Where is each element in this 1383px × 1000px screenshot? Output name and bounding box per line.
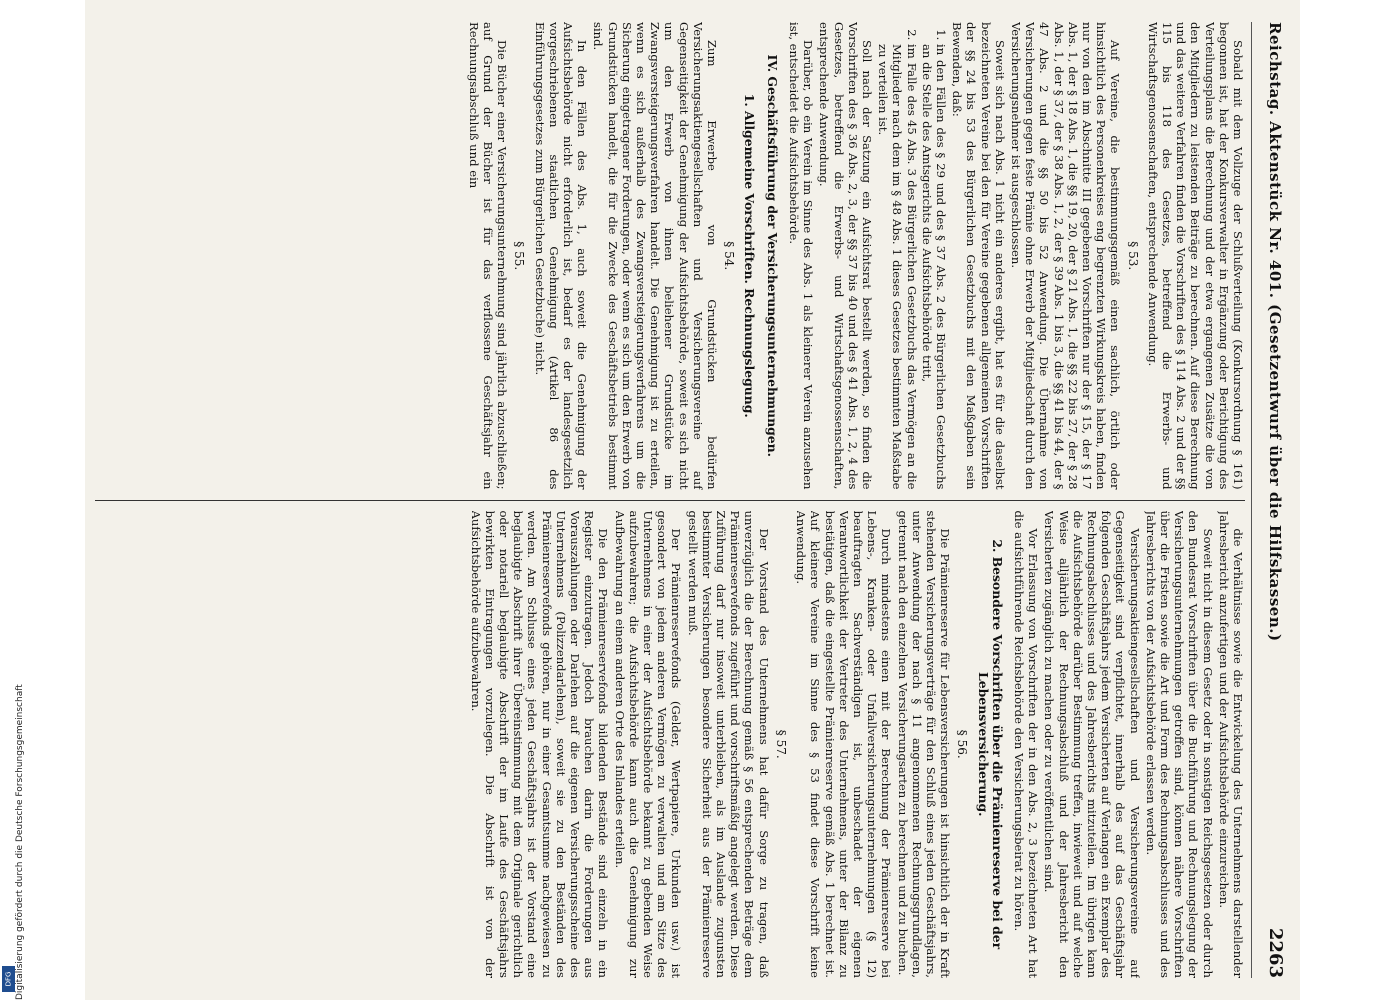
dfg-logo bbox=[2, 966, 15, 992]
paragraph: Der Vorstand des Unternehmens hat dafür Sorge zu tragen, daß unverzüglich die der Berechnung gemäß § 56 entsprechenden Beträge dem Prämienreservefonds zugeführt und vorschriftsmäßig angelegt werden. Diese Zuführung darf nur insoweit unterbleiben, als im Auslande zugunsten bestimmter Versicherungen besondere Sicherheit aus der Prämienreserve gestellt werden muß. bbox=[685, 510, 771, 978]
page-header bbox=[1251, 22, 1286, 978]
section-heading: IV. Geschäftsführung der Versicherungsunternehmungen. bbox=[764, 54, 780, 457]
section-number: § 53. bbox=[1125, 241, 1140, 271]
paragraph: Auf Vereine, die bestimmungsgemäß einen sachlich, örtlich oder hinsichtlich des Personenkreises eng begrenzten Wirkungskreis haben, finden nur von den im Abschnitte III gegebenen Vorschriften nur der § 15, der § 17 Abs. 1, der § 18 Abs. 1, die §§ 19, 20, der § 21 Abs. 1, die §§ 22 bis 27, der § 28 Abs. 1, der § 37, der § 38 Abs. 1, 2, der § 39 Abs. 1 bis 3, die §§ 41 bis 44, der § 47 Abs. 2 und die §§ 50 bis 52 Anwendung. Die Übernahme von Versicherungen gegen feste Prämie ohne Erwerb der Mitgliedschaft durch den Versicherungsnehmer ist ausgeschlossen. bbox=[1008, 22, 1123, 490]
section-number: § 54. bbox=[722, 241, 737, 271]
logo-text: DFG bbox=[4, 971, 13, 987]
paragraph: Durch mindestens einen mit der Berechnung der Prämienreserve bei Lebens-, Kranken- oder Unfallversicherungsunternehmungen (§ 12) beauftragten Sachverständigen ist, unbeschadet der eigenen Verantwortlichkeit der Vertreter des Unternehmens, unter der Bilanz zu bestätigen, daß die eingestellte Prämienreserve gemäß Abs. 1 berechnet ist. Auf kleinere Vereine im Sinne des § 53 findet diese Vorschrift keine Anwendung. bbox=[794, 510, 894, 978]
paragraph: Soweit sich nach Abs. 1 nicht ein anderes ergibt, hat es für die daselbst bezeichneten Vereine bei den für Vereine gegebenen allgemeinen Vorschriften der §§ 24 bis 53 des Bürgerlichen Gesetzbuchs mit den Maßgaben sein Bewenden, daß: bbox=[950, 22, 1007, 490]
column-left bbox=[95, 22, 1245, 490]
paragraph: Zum Erwerbe von Grundstücken bedürfen Versicherungsaktiengesellschaften und Versicherungsvereine auf Gegenseitigkeit der Genehmigung der Aufsichtsbehörde, soweit es sich nicht um den Erwerb von ihnen beliehener Grundstücke im Zwangsversteigerungsverfahren handelt. Die Genehmigung ist zu erteilen, wenn es sich außerhalb des Zwangsversteigerungsverfahrens um die Sicherung eingetragener Forderungen, oder wenn es sich um den Erwerb von Grundstücken handelt, die für die Zwecke des Geschäftsbetriebs bestimmt sind. bbox=[591, 22, 720, 490]
column-divider bbox=[95, 500, 1245, 501]
section-number: § 57. bbox=[773, 729, 788, 759]
list-item: 2. im Falle des 45 Abs. 3 des Bürgerlichen Gesetzbuchs das Vermögen an die Mitglieder nach dem im § 48 Abs. 1 dieses Gesetzes bestimmten Maßstabe zu verteilen ist. bbox=[876, 44, 919, 490]
paragraph: Darüber, ob ein Verein im Sinne des Abs. 1 als kleinerer Verein anzusehen ist, entscheidet die Aufsichtsbehörde. bbox=[786, 22, 816, 490]
column-right bbox=[95, 511, 1245, 979]
paragraph: Vor Erlassung von Vorschriften der in den Abs. 2, 3 bezeichneten Art hat die aufsichtführende Reichsbehörde den Versicherungsbeirat zu hören. bbox=[1011, 510, 1041, 978]
list-item: 1. in den Fällen des § 29 und des § 37 Abs. 2 des Bürgerlichen Gesetzbuchs an die Stelle des Amtsgerichts die Aufsichtsbehörde tritt, bbox=[920, 44, 948, 490]
paragraph: Die Bücher einer Versicherungsunternehmung sind jährlich abzuschließen; auf Grund der Bücher ist für das verflossene Geschäftsjahr ein Rechnungsabschluß und ein bbox=[466, 22, 510, 490]
paragraph: die Verhältnisse sowie die Entwickelung des Unternehmens darstellender Jahresbericht anzufertigen und der Aufsichtsbehörde einzureichen. bbox=[1216, 510, 1245, 978]
credit-text: Digitalisierung gefördert durch die Deutsche Forschungsgemeinschaft bbox=[15, 684, 25, 1000]
paragraph: Die Prämienreserve für Lebensversicherungen ist hinsichtlich der in Kraft stehenden Versicherungsverträge für den Schluß eines jeden Geschäftsjahrs, unter Anwendung der nach § 11 angenommenen Rechnungsgrundlagen, getrennt nach den einzelnen Versicherungsarten zu berechnen und zu buchen. bbox=[895, 510, 953, 978]
digitization-credit bbox=[3, 605, 25, 1000]
paragraph: Der Prämienreservefonds (Gelder, Wertpapiere, Urkunden usw.) ist gesondert von jedem anderen Vermögen zu verwalten und am Sitze des Unternehmens in einer der Aufsichtsbehörde bekannt zu gebenden Weise aufzubewahren; die Aufsichtsbehörde kann auch die Genehmigung zur Aufbewahrung an einem anderen Orte des Inlandes erteilen. bbox=[612, 510, 684, 978]
subsection-heading: 1. Allgemeine Vorschriften. Rechnungslegung. bbox=[742, 93, 758, 418]
subsection-heading: 2. Besondere Vorschriften über die Prämienreserve bei der Lebensversicherung. bbox=[975, 539, 1005, 950]
paragraph: In den Fällen des Abs. 1, auch soweit die Genehmigung der Aufsichtsbehörde nicht erforderlich ist, bedarf es der landesgesetzlich vorgeschriebenen staatlichen Genehmigung (Artikel 86 des Einführungsgesetzes zum Bürgerlichen Gesetzbuche) nicht. bbox=[532, 22, 590, 490]
document-page bbox=[85, 0, 1300, 1000]
paragraph: Soll nach der Satzung ein Aufsichtsrat bestellt werden, so finden die Vorschriften des § 36 Abs. 2, 3, der §§ 37 bis 40 und des § 41 Abs. 1, 2, 4 des Gesetzes, betreffend die Erwerbs- und Wirtschaftsgenossenschaften, entsprechende Anwendung. bbox=[817, 22, 874, 490]
numbered-list bbox=[876, 22, 948, 490]
paragraph: Soweit nicht in diesem Gesetz oder in sonstigen Reichsgesetzen oder durch den Bundesrat Vorschriften über die Buchführung und Rechnungslegung der Versicherungsunternehmungen getroffen sind, können nähere Vorschriften über die Fristen sowie die Art und Form des Rechnungsabschlusses und des Jahresberichts von der Aufsichtsbehörde erlassen werden. bbox=[1143, 510, 1215, 978]
section-number: § 55. bbox=[512, 241, 527, 271]
paragraph: Die den Prämienreservefonds bildenden Bestände sind einzeln in ein Register einzutragen. Jedoch brauchen darin die Forderungen aus Vorauszahlungen oder Darlehen auf die eigenen Versicherungsscheine des Unternehmens (Polizzendarlehen), soweit sie zu den Beständen des Prämienreservefonds gehören, nur in einer Gesamtsumme nachgewiesen zu werden. Am Schlusse eines jeden Geschäftsjahrs ist der Vorstand eine beglaubigte Abschrift ihrer Übereinstimmung mit dem Originale gerichtlich oder notariell beglaubigte Abschrift der im Laufe des Geschäftsjahrs bewirkten Eintragungen vorzulegen. Die Abschrift ist von der Aufsichtsbehörde aufzubewahren. bbox=[468, 510, 611, 978]
paragraph: Versicherungsaktiengesellschaften und Versicherungsvereine auf Gegenseitigkeit sind verpflichtet, innerhalb des auf das Geschäftsjahr folgenden Geschäftsjahrs jedem Versicherten auf Verlangen ein Exemplar des Rechnungsabschlusses und des Jahresberichts mitzuteilen. Im übrigen kann die Aufsichtsbehörde darüber Bestimmung treffen, inwieweit und auf welche Weise alljährlich der Rechnungsabschluß und der Jahresbericht den Versicherten zugänglich zu machen oder zu veröffentlichen sind. bbox=[1042, 510, 1142, 978]
page-number: 2263 bbox=[1265, 927, 1286, 978]
text-columns bbox=[95, 22, 1245, 978]
section-number: § 56. bbox=[955, 729, 970, 759]
running-head: Reichstag. Aktenstück Nr. 401. (Gesetzentwurf über die Hilfskassen.) bbox=[1266, 22, 1284, 642]
paragraph: Sobald mit dem Vollzuge der Schlußverteilung (Konkursordnung § 161) begonnen ist, hat der Konkursverwalter in Ergänzung oder Berichtigung des Verteilungsplans die Berechnung und der etwa ergangenen Zusätze die von den Mitgliedern zu leistenden Beiträge zu berechnen. Auf diese Berechnung und das weitere Verfahren finden die Vorschriften des § 114 Abs. 2 und der §§ 115 bis 118 des Gesetzes, betreffend die Erwerbs- und Wirtschaftsgenossenschaften, entsprechende Anwendung. bbox=[1145, 22, 1245, 490]
